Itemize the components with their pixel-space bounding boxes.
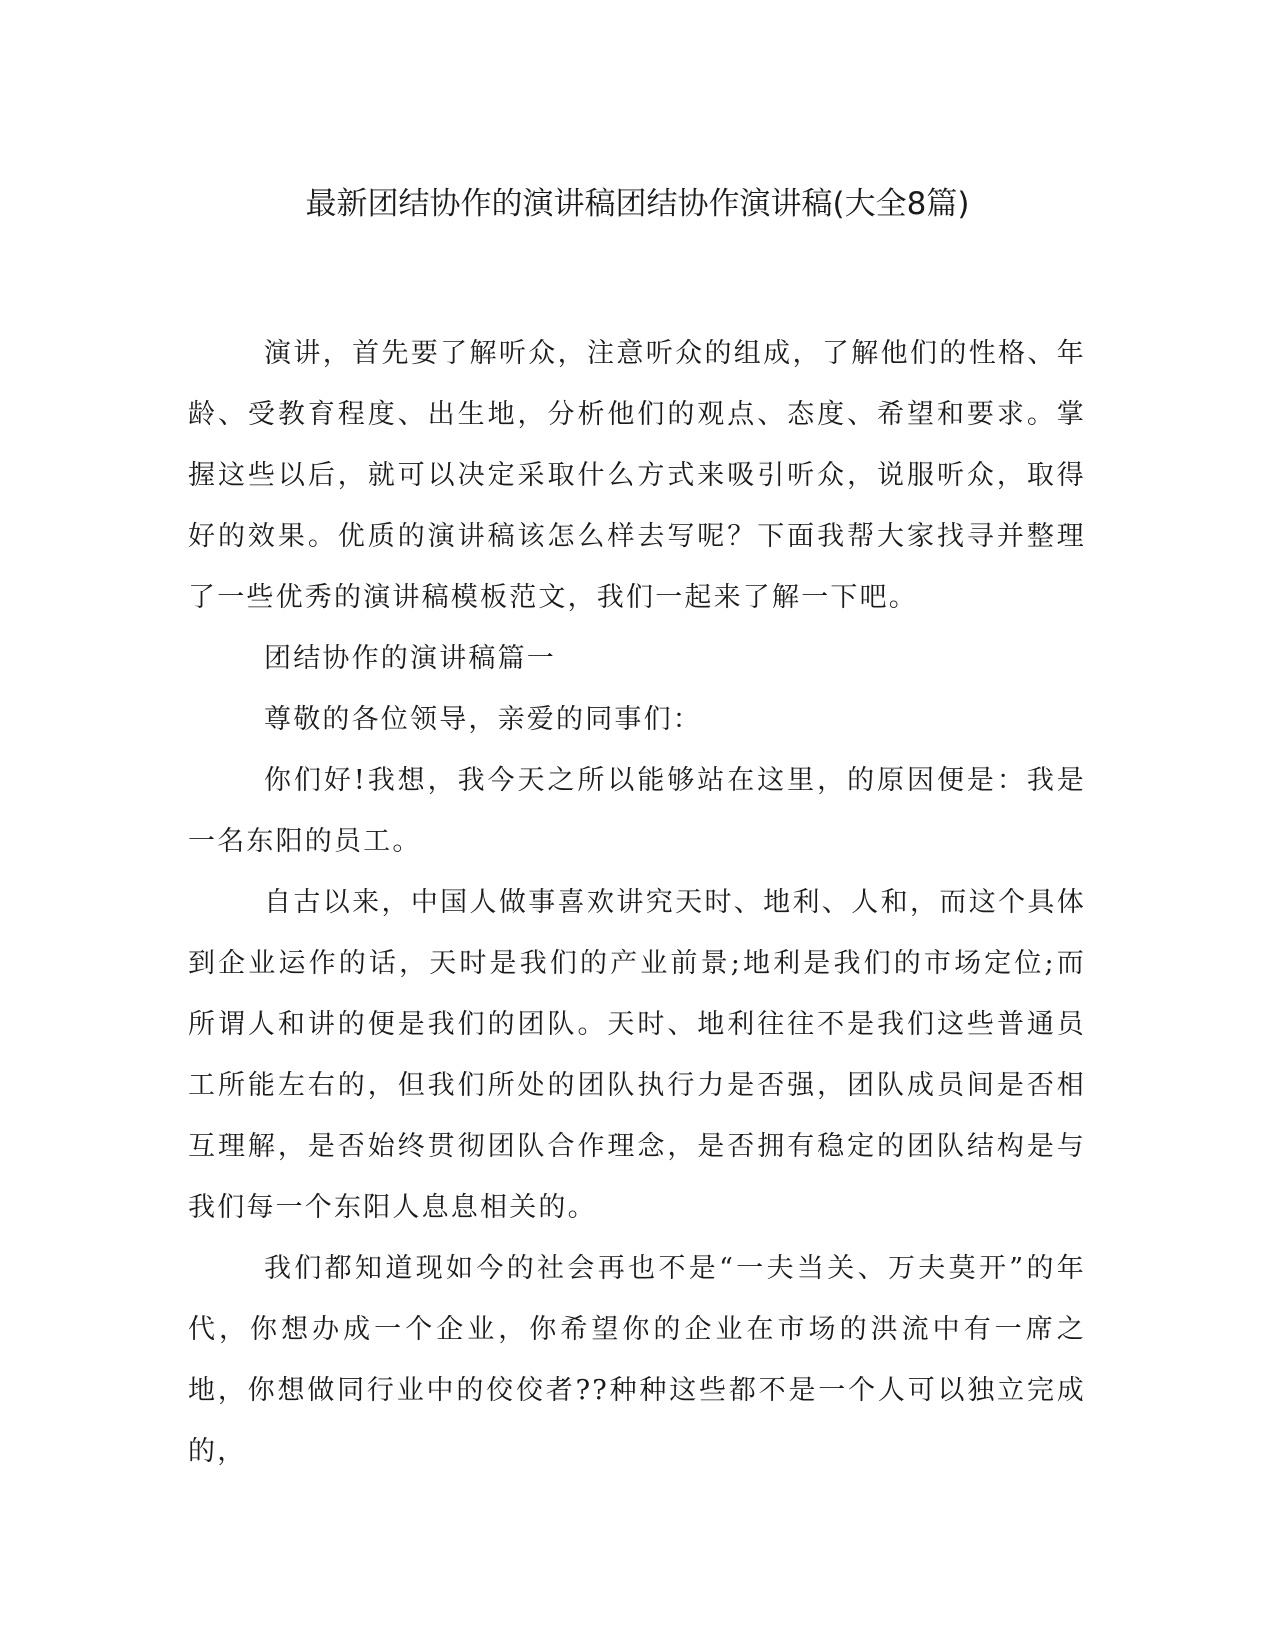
paragraph-intro: 演讲，首先要了解听众，注意听众的组成，了解他们的性格、年龄、受教育程度、出生地，分析他们的观点、态度、希望和要求。掌握这些以后，就可以决定采取什么方式来吸引听众，说服听众，取得好的效果。优质的演讲稿该怎么样去写呢？下面我帮大家找寻并整理了一些优秀的演讲稿模板范文，我们一起来了解一下吧。 [188, 338, 1086, 613]
paragraph-society: 我们都知道现如今的社会再也不是“一夫当关、万夫莫开”的年代，你想办成一个企业，你希望你的企业在市场的洪流中有一席之地，你想做同行业中的佼佼者??种种这些都不是一个人可以独立完成的， [188, 1253, 1086, 1467]
paragraph-teamwork: 自古以来，中国人做事喜欢讲究天时、地利、人和，而这个具体到企业运作的话，天时是我们的产业前景;地利是我们的市场定位;而所谓人和讲的便是我们的团队。天时、地利往往不是我们这些普通员工所能左右的，但我们所处的团队执行力是否强，团队成员间是否相互理解，是否始终贯彻团队合作理念，是否拥有稳定的团队结构是与我们每一个东阳人息息相关的。 [188, 887, 1086, 1223]
document-body [188, 323, 1086, 1482]
document-title: 最新团结协作的演讲稿团结协作演讲稿(大全8篇) [305, 186, 970, 222]
salutation: 尊敬的各位领导，亲爱的同事们： [264, 704, 702, 735]
paragraph-greeting: 你们好!我想，我今天之所以能够站在这里，的原因便是：我是一名东阳的员工。 [188, 765, 1086, 857]
section-heading: 团结协作的演讲稿篇一 [264, 643, 556, 674]
